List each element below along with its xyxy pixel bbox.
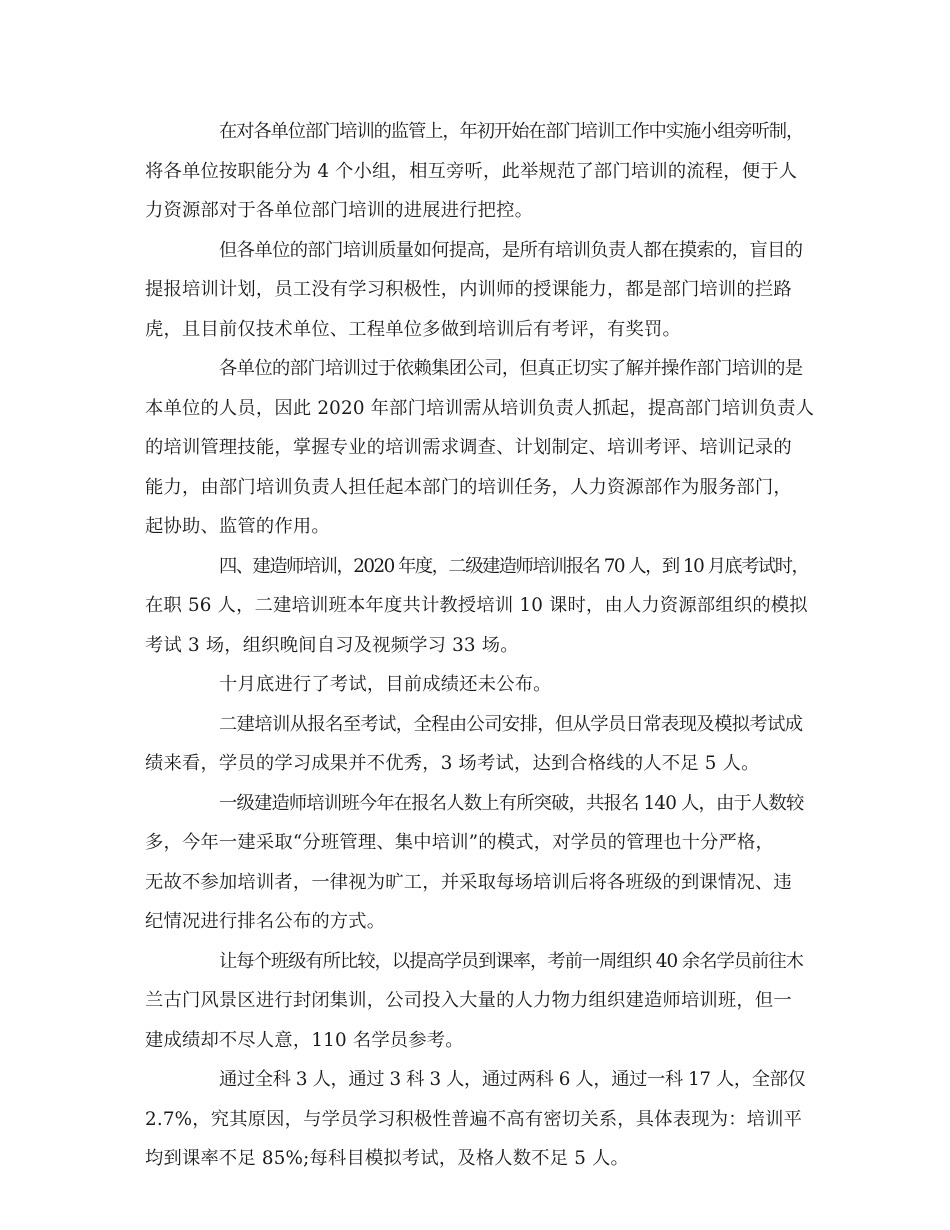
paragraph-line: 2.7%，究其原因，与学员学习积极性普遍不高有密切关系，具体表现为：培训平	[145, 1108, 803, 1130]
paragraph-line: 考试 3 场，组织晚间自习及视频学习 33 场。	[145, 634, 519, 656]
paragraph	[145, 349, 815, 547]
paragraph	[145, 1060, 805, 1179]
document-body	[145, 112, 815, 1179]
paragraph-line: 绩来看，学员的学习成果并不优秀，3 场考试，达到合格线的人不足 5 人。	[145, 753, 760, 774]
paragraph-line: 二建培训从报名至考试，全程由公司安排，但从学员日常表现及模拟考试成	[219, 713, 803, 735]
paragraph-line: 能力，由部门培训负责人担任起本部门的培训任务，人力资源部作为服务部门，	[145, 476, 792, 498]
paragraph-line: 均到课率不足 85%;每科目模拟考试，及格人数不足 5 人。	[145, 1148, 630, 1169]
paragraph-line: 四、建造师培训，2020 年度，二级建造师培训报名 70 人，到 10 月底考试时，	[219, 555, 809, 577]
paragraph-line: 无故不参加培训者，一律视为旷工，并采取每场培训后将各班级的到课情况、违	[145, 871, 792, 893]
paragraph-line: 本单位的人员，因此 2020 年部门培训需从培训负责人抓起，提高部门培训负责人	[145, 397, 815, 419]
paragraph-line: 的培训管理技能，掌握专业的培训需求调查、计划制定、培训考评、培训记录的	[145, 437, 792, 458]
paragraph-line: 力资源部对于各单位部门培训的进展进行把控。	[145, 200, 534, 221]
paragraph	[145, 784, 805, 942]
paragraph-line: 兰古门风景区进行封闭集训，公司投入大量的人力物力组织建造师培训班，但一	[145, 990, 792, 1011]
paragraph	[145, 705, 805, 784]
paragraph	[145, 547, 809, 666]
paragraph	[145, 942, 805, 1061]
paragraph-line: 将各单位按职能分为 4 个小组，相互旁听，此举规范了部门培训的流程，便于人	[145, 160, 798, 182]
paragraph-line: 在对各单位部门培训的监管上，年初开始在部门培训工作中实施小组旁听制，	[219, 121, 804, 142]
paragraph-line: 纪情况进行排名公布的方式。	[145, 911, 386, 932]
paragraph-line: 通过全科 3 人，通过 3 科 3 人，通过两科 6 人，通过一科 17 人，全部仅	[219, 1069, 806, 1090]
paragraph-line: 在职 56 人，二建培训班本年度共计教授培训 10 课时，由人力资源部组织的模拟	[145, 595, 808, 616]
paragraph-line: 虎，且目前仅技术单位、工程单位多做到培训后有考评，有奖罚。	[145, 318, 681, 340]
paragraph	[145, 665, 805, 705]
paragraph-line: 但各单位的部门培训质量如何提高，是所有培训负责人都在摸索的，盲目的	[219, 239, 803, 261]
paragraph-line: 提报培训计划，员工没有学习积极性，内训师的授课能力，都是部门培训的拦路	[145, 279, 792, 300]
paragraph	[145, 231, 805, 350]
paragraph-line: 一级建造师培训班今年在报名人数上有所突破，共报名 140 人，由于人数较	[219, 792, 804, 814]
paragraph-line: 建成绩却不尽人意，110 名学员参考。	[145, 1029, 464, 1051]
paragraph-line: 十月底进行了考试，目前成绩还未公布。	[219, 674, 552, 695]
paragraph-line: 起协助、监管的作用。	[145, 516, 330, 537]
paragraph	[145, 112, 805, 231]
paragraph-line: 多，今年一建采取“分班管理、集中培训”的模式，对学员的管理也十分严格，	[145, 832, 774, 853]
paragraph-line: 让每个班级有所比较，以提高学员到课率，考前一周组织 40 余名学员前往木	[219, 950, 803, 972]
paragraph-line: 各单位的部门培训过于依赖集团公司，但真正切实了解并操作部门培训的是	[219, 358, 803, 379]
